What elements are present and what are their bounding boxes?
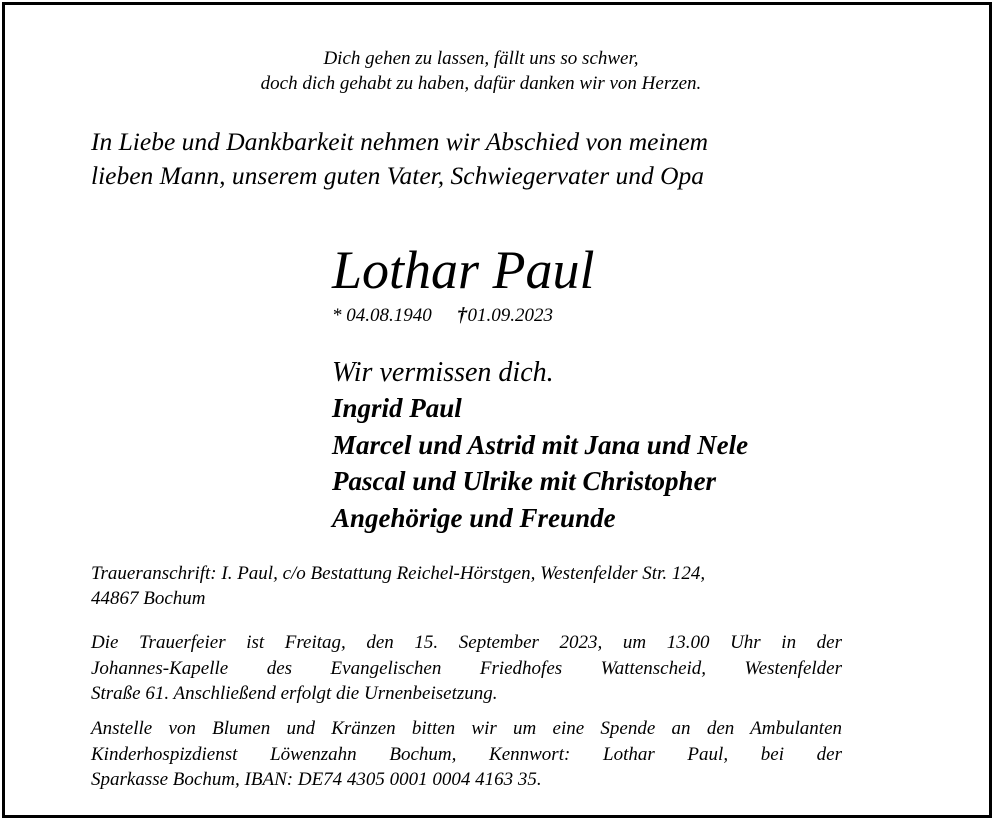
mourner-name: Marcel und Astrid mit Jana und Nele	[332, 429, 749, 460]
death-date: 01.09.2023	[467, 305, 553, 326]
motto-verse	[0, 46, 962, 96]
intro-line-2: lieben Mann, unserem guten Vater, Schwiegervater und Opa	[91, 161, 705, 190]
donation-line-3: Sparkasse Bochum, IBAN: DE74 4305 0001 0004 4163 35.	[91, 769, 542, 790]
deceased-name: Lothar Paul	[332, 240, 595, 300]
birth-date: * 04.08.1940	[332, 305, 432, 326]
motto-line-2: doch dich gehabt zu haben, dafür danken wir von Herzen.	[260, 73, 702, 94]
address-line-2: 44867 Bochum	[91, 588, 206, 609]
donation-request	[91, 716, 842, 793]
mourning-address	[91, 561, 951, 611]
mourner-name: Pascal und Ulrike mit Christopher	[332, 466, 717, 496]
donation-line-2: Kinderhospizdienst Löwenzahn Bochum, Kennwort: Lothar Paul, bei der	[91, 743, 842, 765]
ceremony-line-2: Johannes-Kapelle des Evangelischen Friedhofes Wattenscheid, Westenfelder	[91, 657, 842, 679]
donation-line-1: Anstelle von Blumen und Kränzen bitten wir um eine Spende an den Ambulanten	[91, 718, 842, 739]
address-line-1: Traueranschrift: I. Paul, c/o Bestattung Reichel-Hörstgen, Westenfelder Str. 124,	[91, 563, 706, 584]
life-dates	[332, 302, 553, 329]
funeral-ceremony-info	[91, 630, 842, 707]
mourners-list	[332, 390, 748, 536]
cross-icon: †	[454, 304, 469, 326]
intro-line-1: In Liebe und Dankbarkeit nehmen wir Abschied von meinem	[91, 127, 709, 156]
mourner-name: Angehörige und Freunde	[332, 502, 616, 533]
we-miss-you-line: Wir vermissen dich.	[332, 357, 554, 388]
farewell-intro	[91, 125, 951, 193]
ceremony-line-1: Die Trauerfeier ist Freitag, den 15. September 2023, um 13.00 Uhr in der	[91, 632, 842, 653]
death-date-group	[454, 304, 554, 326]
mourner-name: Ingrid Paul	[332, 393, 462, 423]
motto-line-1: Dich gehen zu lassen, fällt uns so schwer,	[323, 48, 639, 69]
ceremony-line-3: Straße 61. Anschließend erfolgt die Urnenbeisetzung.	[91, 683, 498, 704]
